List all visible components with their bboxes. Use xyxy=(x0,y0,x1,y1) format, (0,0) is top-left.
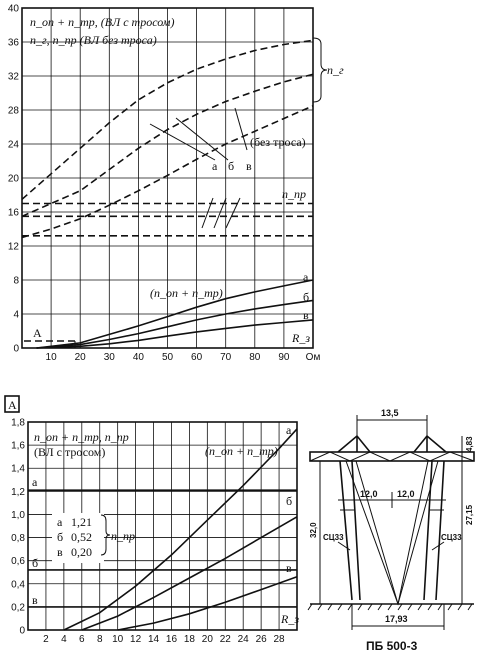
top-x-tick-label: 30 xyxy=(103,352,115,363)
top-solid-letter-a: а xyxy=(303,270,309,284)
ng-label: n_г xyxy=(327,63,344,77)
bottom-x-tick-label: 26 xyxy=(255,634,267,645)
top-chart xyxy=(8,4,344,364)
top-y-tick-label: 16 xyxy=(7,207,19,219)
tower-label-right: СЦ33 xyxy=(441,533,462,542)
top-y-tick-label: 24 xyxy=(7,139,19,151)
bottom-hline-letter-v: в xyxy=(32,593,38,607)
top-x-tick-label: 80 xyxy=(249,352,261,363)
top-y-tick-label: 32 xyxy=(7,71,19,83)
bottom-x-tick-label: 10 xyxy=(112,634,124,645)
top-y-tick-label: 20 xyxy=(7,173,19,185)
bottom-x-tick-label: 8 xyxy=(96,634,103,645)
top-curve-letter-v: в xyxy=(246,159,252,173)
bottom-hline-letter-a: а xyxy=(32,475,38,489)
bottom-y-tick-label: 0,6 xyxy=(11,556,25,568)
tower-dim-height: 32,0 xyxy=(309,522,318,538)
top-A-label: A xyxy=(33,326,42,340)
tower-drawing xyxy=(308,408,474,653)
bottom-x-tick-label: 16 xyxy=(165,634,178,645)
tower-label-right-leader xyxy=(432,542,444,550)
top-solid-letter-b: б xyxy=(303,290,310,304)
bottom-x-tick-label: 12 xyxy=(130,634,142,645)
top-y-tick-label: 0 xyxy=(13,343,19,355)
bottom-y-tick-label: 1,2 xyxy=(11,486,25,498)
bottom-x-tick-label: 6 xyxy=(79,634,85,645)
bottom-x-tick-label: 28 xyxy=(273,634,285,645)
tower-dim-base: 17,93 xyxy=(385,614,408,624)
top-x-tick-label: 40 xyxy=(132,352,144,363)
top-y-tick-label: 36 xyxy=(7,37,19,49)
top-x-tick-label: 90 xyxy=(278,352,290,363)
leader-b xyxy=(176,118,228,160)
npr-table-letter-v: в xyxy=(57,545,63,559)
bottom-curve-letter-b: б xyxy=(286,494,293,508)
tower-label-left-leader xyxy=(338,542,350,550)
bottom-y-tick-label: 1,8 xyxy=(11,417,25,429)
top-curve-letter-a: а xyxy=(212,159,218,173)
bottom-hline-letter-b: б xyxy=(32,556,39,570)
bottom-curve-letter-a: а xyxy=(286,423,292,437)
tower-peaks xyxy=(338,436,446,452)
npr-leader-3 xyxy=(226,198,240,228)
tower-dim-right: 12,0 xyxy=(397,489,415,499)
bez-trosa-label: (без троса) xyxy=(250,135,306,149)
bottom-y-tick-label: 1,4 xyxy=(11,463,25,475)
top-legend-line1: n_оп + n_тр, (ВЛ с тросом) xyxy=(30,15,175,29)
top-y-tick-label: 4 xyxy=(13,309,19,321)
bottom-y-tick-label: 0,8 xyxy=(11,533,25,545)
top-x-tick-label: 60 xyxy=(191,352,203,363)
top-x-tick-label: 10 xyxy=(45,352,57,363)
bottom-legend-line1: n_оп + n_тр, n_пр xyxy=(34,430,129,444)
npr-table-value-b: 0,52 xyxy=(71,530,92,544)
tower-label-left: СЦ33 xyxy=(323,533,344,542)
bottom-x-tick-label: 14 xyxy=(147,634,160,645)
top-curve-letter-b: б xyxy=(228,159,235,173)
npr-table-value-a: 1,21 xyxy=(71,515,92,529)
tower-caption: ПБ 500-3 xyxy=(366,639,418,653)
top-nop-ntr-label: (n_оп + n_тр) xyxy=(150,286,223,300)
tower-leg-left xyxy=(340,461,360,600)
bottom-y-tick-label: 0,2 xyxy=(11,602,25,614)
tower-dim-upper: 4,83 xyxy=(465,436,474,452)
tower-dim-middle: 27,15 xyxy=(465,504,474,525)
bottom-A-label: A xyxy=(8,398,17,412)
top-npr-label: n_пр xyxy=(282,187,306,201)
top-x-tick-label: Ом xyxy=(305,352,321,363)
top-x-tick-label: 20 xyxy=(74,352,86,363)
bottom-y-tick-label: 1,0 xyxy=(11,509,25,521)
bottom-legend-line2: (ВЛ с тросом) xyxy=(34,445,106,459)
npr-leader-1 xyxy=(202,198,213,228)
npr-table-value-v: 0,20 xyxy=(71,545,92,559)
bottom-x-tick-label: 20 xyxy=(201,634,213,645)
bottom-y-tick-label: 0 xyxy=(19,625,25,637)
tower-ground-hatch xyxy=(308,604,472,610)
bottom-y-tick-label: 0,4 xyxy=(11,579,25,591)
npr-table-letter-a: а xyxy=(57,515,63,529)
top-legend-line2: n_г, n_пр (ВЛ без троса) xyxy=(30,33,157,47)
bottom-npr-label: n_пр xyxy=(111,529,135,543)
tower-guys-inner xyxy=(356,461,428,604)
tower-dim-top: 13,5 xyxy=(381,408,399,418)
bottom-x-tick-label: 24 xyxy=(237,634,249,645)
top-y-tick-label: 40 xyxy=(7,3,19,15)
bottom-chart xyxy=(5,396,299,645)
top-rz-label: R_з xyxy=(292,331,311,345)
npr-table-letter-b: б xyxy=(57,530,64,544)
tower-leg-right xyxy=(424,461,444,600)
tower-crossarm-lattice xyxy=(310,452,474,461)
npr-leader-2 xyxy=(214,198,226,228)
top-y-tick-label: 12 xyxy=(7,241,19,253)
top-y-tick-label: 8 xyxy=(13,275,19,287)
ng-brace xyxy=(313,38,327,102)
top-x-tick-label: 50 xyxy=(161,352,174,363)
top-x-tick-label: 70 xyxy=(220,352,232,363)
bottom-curve-letter-v: в xyxy=(286,561,292,575)
tower-dim-left: 12,0 xyxy=(360,489,378,499)
bottom-x-tick-label: 4 xyxy=(61,634,67,645)
bottom-x-tick-label: 18 xyxy=(183,634,195,645)
bottom-rz-label: R_з xyxy=(281,612,300,626)
bottom-x-tick-label: 2 xyxy=(43,634,49,645)
top-solid-letter-v: в xyxy=(303,308,309,322)
bottom-nop-ntr-label: (n_оп + n_тр) xyxy=(205,444,278,458)
top-y-tick-label: 28 xyxy=(7,105,19,117)
bottom-y-tick-label: 1,6 xyxy=(11,440,25,452)
bottom-x-tick-label: 22 xyxy=(219,634,231,645)
